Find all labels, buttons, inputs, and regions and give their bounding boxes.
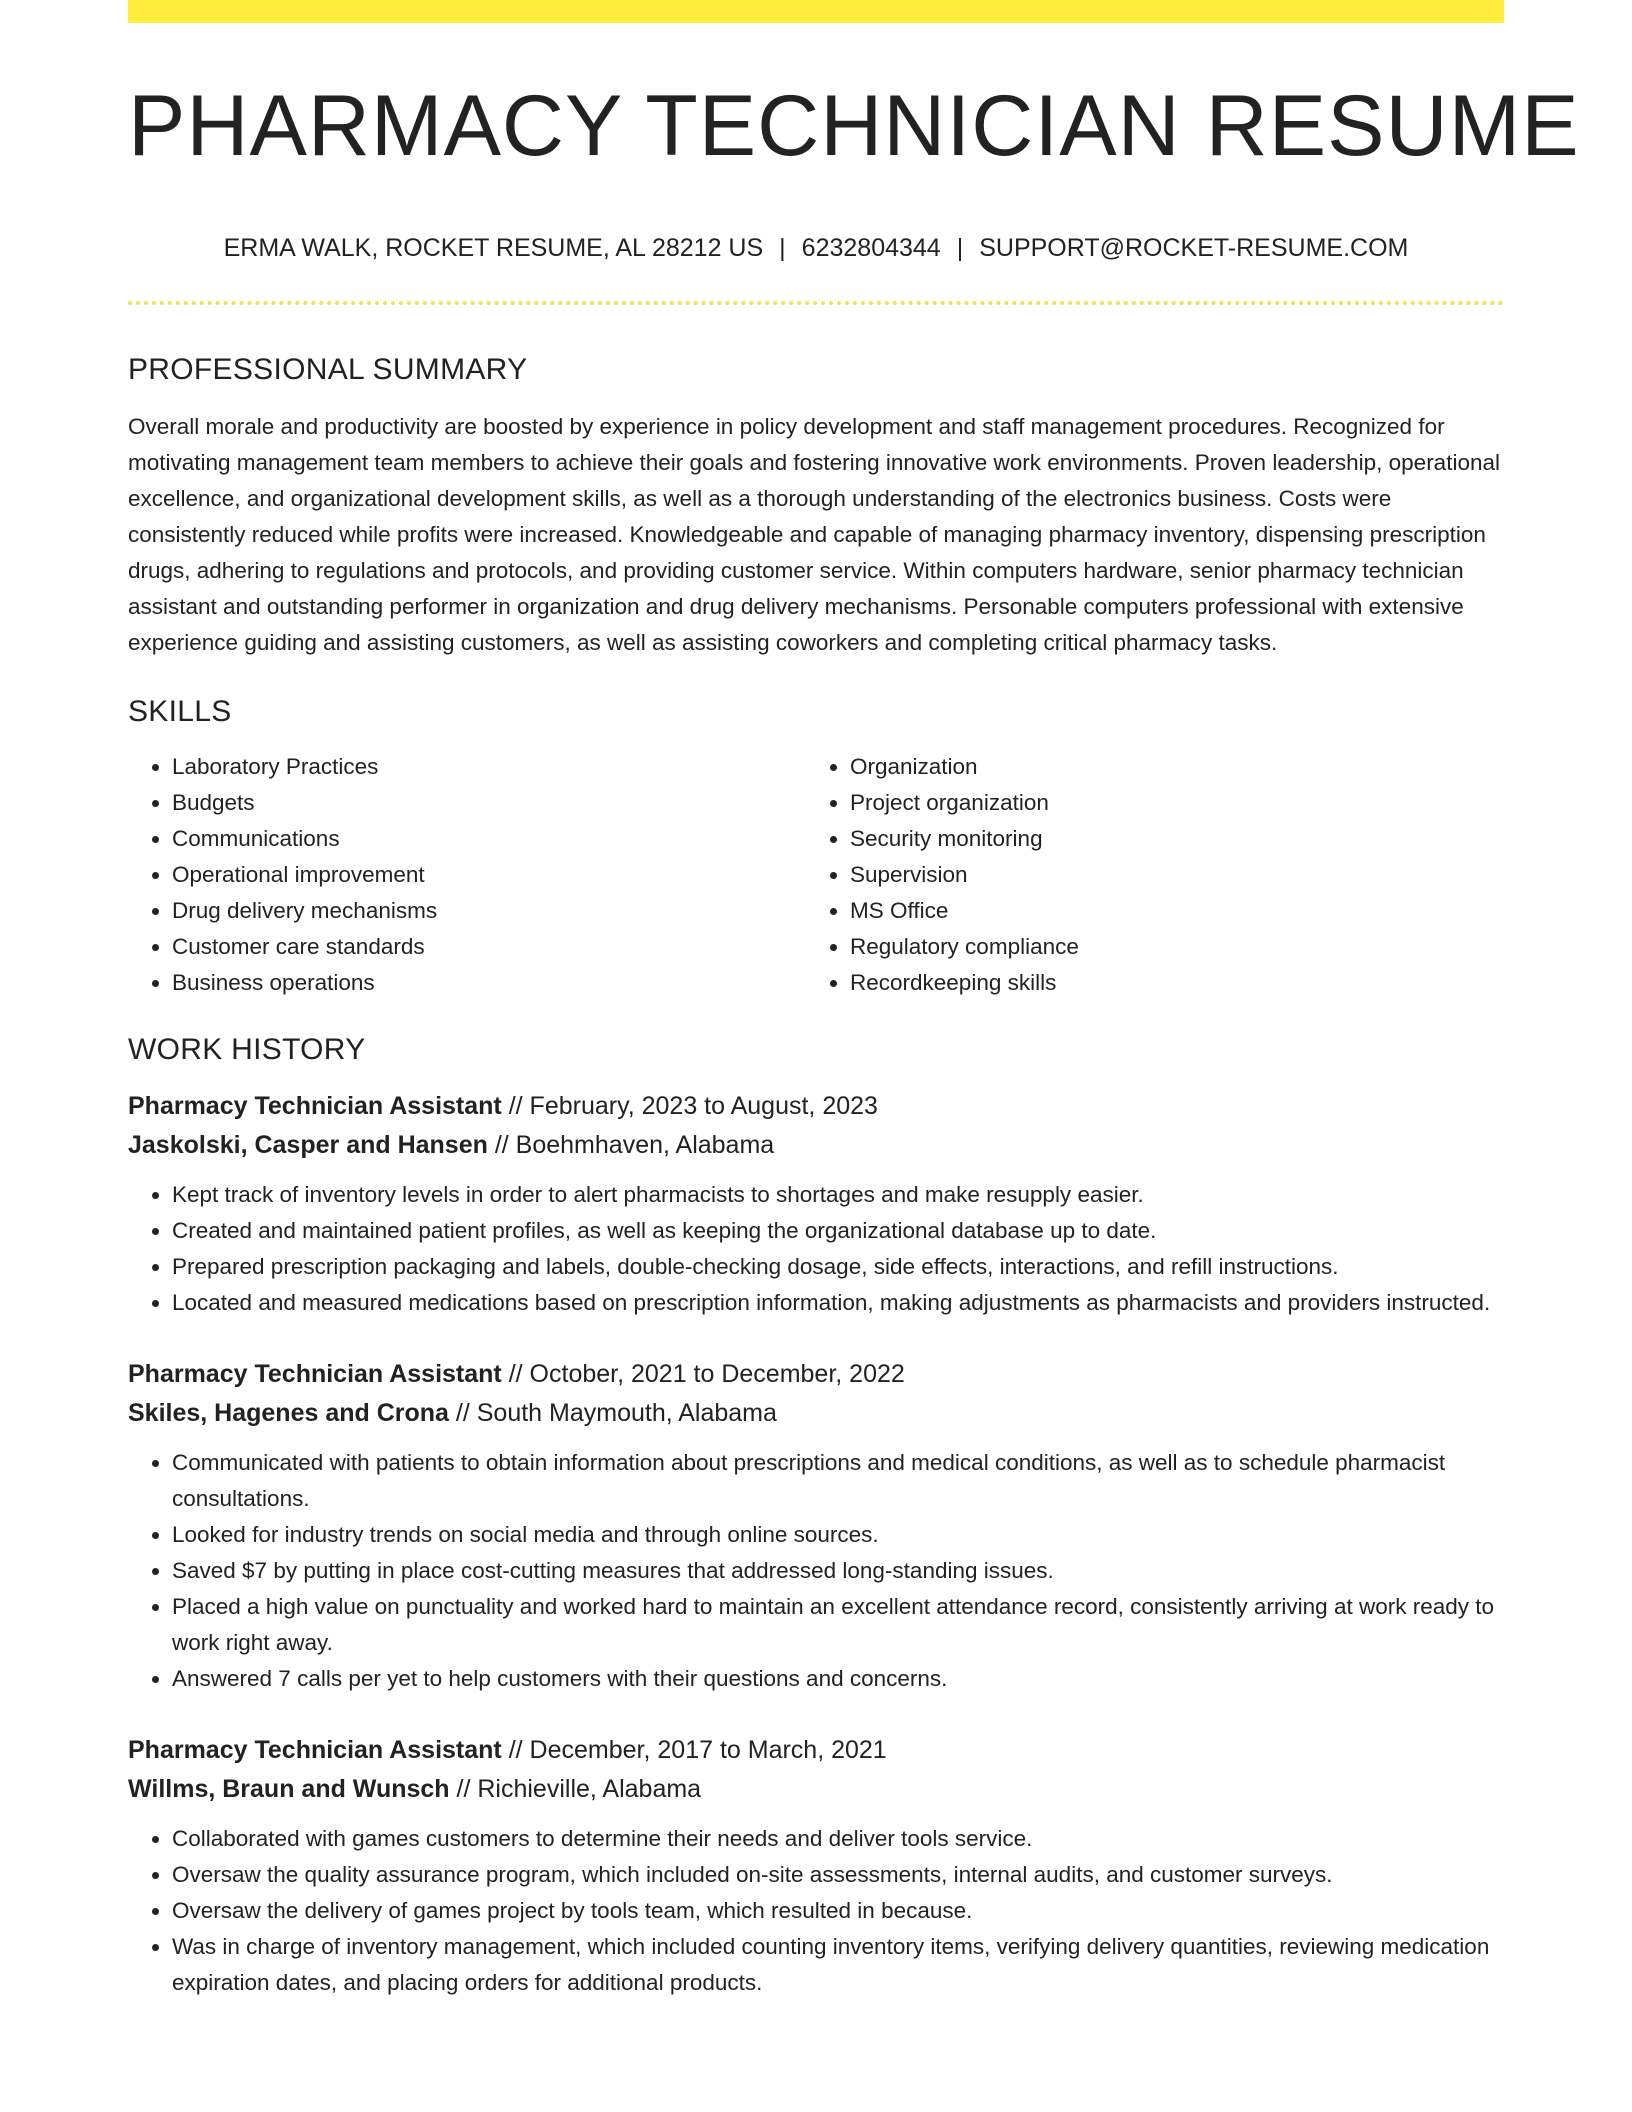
skill-item: • Communications bbox=[172, 821, 806, 857]
job-company: Jaskolski, Casper and Hansen bbox=[128, 1131, 488, 1159]
job-bullet: • Located and measured medications based on prescription information, making adjustments as pharmacists and providers instructed. bbox=[172, 1285, 1504, 1321]
contact-separator: | bbox=[779, 234, 786, 262]
job-bullet: • Created and maintained patient profiles, as well as keeping the organizational database up to date. bbox=[172, 1213, 1504, 1249]
skills-heading: SKILLS bbox=[128, 695, 232, 728]
job-company-line bbox=[128, 1394, 1504, 1433]
job-dates: // October, 2021 to December, 2022 bbox=[501, 1360, 905, 1388]
job-dates: // February, 2023 to August, 2023 bbox=[501, 1092, 878, 1120]
job-title: Pharmacy Technician Assistant bbox=[128, 1736, 502, 1764]
job-bullet: • Placed a high value on punctuality and worked hard to maintain an excellent attendance record, consistently arriving at work ready to work right away. bbox=[172, 1589, 1504, 1661]
skill-item: • Security monitoring bbox=[850, 821, 1484, 857]
skill-item: • Project organization bbox=[850, 785, 1484, 821]
job-bullet: • Saved $7 by putting in place cost-cutting measures that addressed long-standing issues. bbox=[172, 1553, 1504, 1589]
job-bullet: • Collaborated with games customers to determine their needs and deliver tools service. bbox=[172, 1821, 1504, 1857]
job-title-line bbox=[128, 1355, 1504, 1394]
work-history-heading: WORK HISTORY bbox=[128, 1033, 366, 1066]
summary-heading: PROFESSIONAL SUMMARY bbox=[128, 353, 528, 386]
skill-item: • Operational improvement bbox=[172, 857, 806, 893]
job-bullet-list bbox=[128, 1821, 1504, 2001]
job-company: Skiles, Hagenes and Crona bbox=[128, 1399, 449, 1427]
job-location: // South Maymouth, Alabama bbox=[448, 1399, 777, 1427]
job-entry bbox=[128, 1731, 1504, 2001]
skill-item: • Budgets bbox=[172, 785, 806, 821]
job-bullet: • Answered 7 calls per yet to help customers with their questions and concerns. bbox=[172, 1661, 1504, 1697]
contact-line bbox=[128, 236, 1504, 261]
skill-item: • Organization bbox=[850, 749, 1484, 785]
skills-list-left bbox=[128, 749, 806, 1001]
skill-item: • Laboratory Practices bbox=[172, 749, 806, 785]
job-title: Pharmacy Technician Assistant bbox=[128, 1360, 502, 1388]
contact-email: SUPPORT@ROCKET-RESUME.COM bbox=[979, 234, 1409, 262]
job-bullet: • Looked for industry trends on social media and through online sources. bbox=[172, 1517, 1504, 1553]
job-dates: // December, 2017 to March, 2021 bbox=[501, 1736, 887, 1764]
job-entry bbox=[128, 1355, 1504, 1697]
job-entry bbox=[128, 1087, 1504, 1321]
job-bullet: • Oversaw the quality assurance program, which included on-site assessments, internal audits, and customer surveys. bbox=[172, 1857, 1504, 1893]
job-bullet: • Was in charge of inventory management, which included counting inventory items, verifying delivery quantities, reviewing medication expiration dates, and placing orders for additional products. bbox=[172, 1929, 1504, 2001]
skill-item: • Business operations bbox=[172, 965, 806, 1001]
dotted-divider bbox=[128, 301, 1504, 305]
job-location: // Boehmhaven, Alabama bbox=[487, 1131, 775, 1159]
job-bullet: • Communicated with patients to obtain information about prescriptions and medical conditions, as well as to schedule pharmacist consultations. bbox=[172, 1445, 1504, 1517]
summary-text: Overall morale and productivity are boosted by experience in policy development and staff management procedures. Recognized for motivating management team members to achieve their goals and fostering innovative work environments. Proven leadership, operational excellence, and organizational development skills, as well as a thorough understanding of the electronics business. Costs were consistently reduced while profits were increased. Knowledgeable and capable of managing pharmacy inventory, dispensing prescription drugs, adhering to regulations and protocols, and providing customer service. Within computers hardware, senior pharmacy technician assistant and outstanding performer in organization and drug delivery mechanisms. Personable computers professional with extensive experience guiding and assisting customers, as well as assisting coworkers and completing critical pharmacy tasks. bbox=[128, 414, 1500, 655]
contact-name-address: ERMA WALK, ROCKET RESUME, AL 28212 US bbox=[223, 234, 764, 262]
skills-grid bbox=[128, 749, 1504, 1001]
skills-list-right bbox=[806, 749, 1484, 1001]
job-title-line bbox=[128, 1087, 1504, 1126]
job-company-line bbox=[128, 1770, 1504, 1809]
job-bullet: • Kept track of inventory levels in order to alert pharmacists to shortages and make resupply easier. bbox=[172, 1177, 1504, 1213]
job-title: Pharmacy Technician Assistant bbox=[128, 1092, 502, 1120]
contact-separator: | bbox=[956, 234, 964, 262]
job-bullet-list bbox=[128, 1177, 1504, 1321]
job-company-line bbox=[128, 1126, 1504, 1165]
skill-item: • Customer care standards bbox=[172, 929, 806, 965]
skill-item: • Recordkeeping skills bbox=[850, 965, 1484, 1001]
skill-item: • Supervision bbox=[850, 857, 1484, 893]
accent-top-bar bbox=[128, 0, 1504, 23]
skill-item: • Drug delivery mechanisms bbox=[172, 893, 806, 929]
skill-item: • Regulatory compliance bbox=[850, 929, 1484, 965]
job-bullet-list bbox=[128, 1445, 1504, 1697]
resume-title: PHARMACY TECHNICIAN RESUME bbox=[128, 78, 1580, 174]
contact-phone: 6232804344 bbox=[801, 234, 941, 262]
skill-item: • MS Office bbox=[850, 893, 1484, 929]
resume-page bbox=[128, 0, 1580, 2001]
job-title-line bbox=[128, 1731, 1504, 1770]
job-bullet: • Prepared prescription packaging and labels, double-checking dosage, side effects, interactions, and refill instructions. bbox=[172, 1249, 1504, 1285]
job-location: // Richieville, Alabama bbox=[449, 1775, 702, 1803]
job-bullet: • Oversaw the delivery of games project by tools team, which resulted in because. bbox=[172, 1893, 1504, 1929]
job-company: Willms, Braun and Wunsch bbox=[128, 1775, 450, 1803]
